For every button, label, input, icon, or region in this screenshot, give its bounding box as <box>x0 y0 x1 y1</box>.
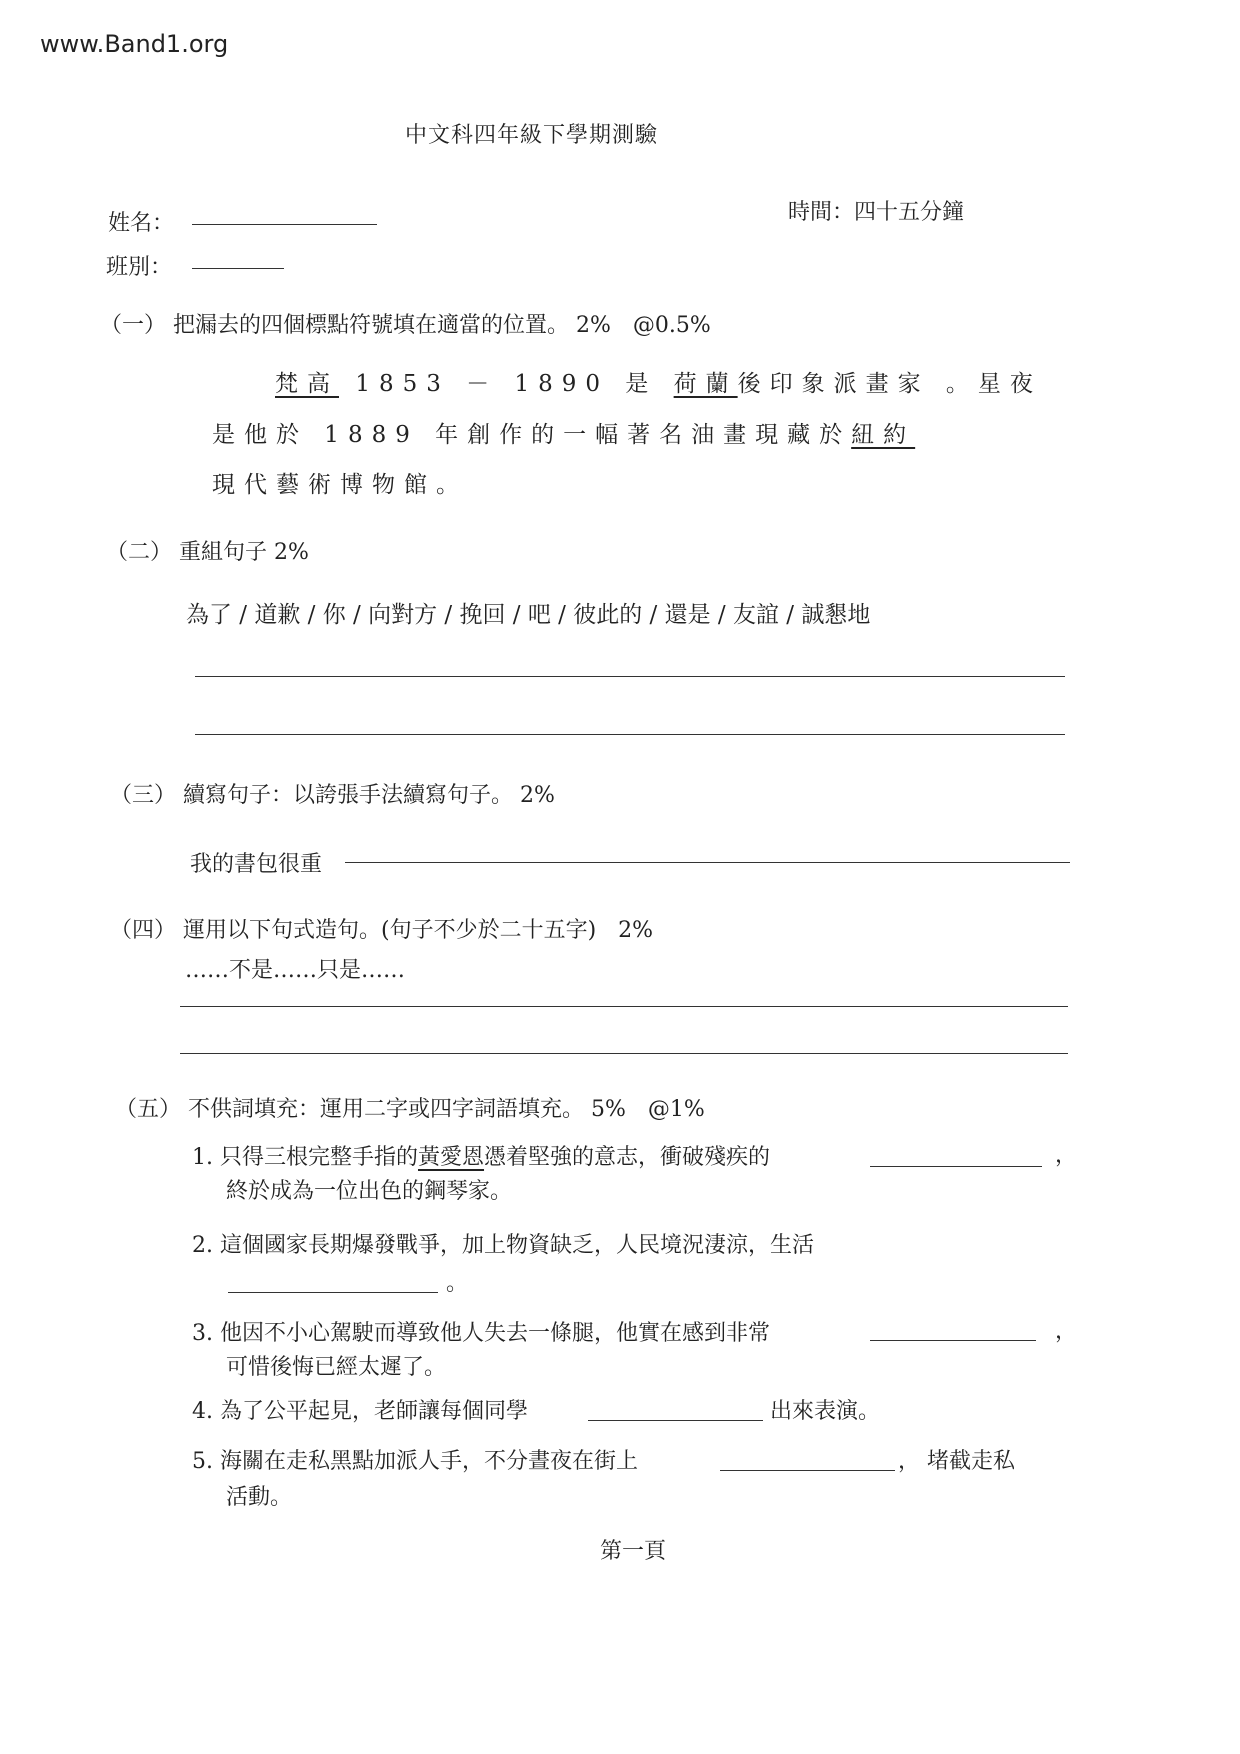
q5-item-5-end: 活動。 <box>226 1485 293 1510</box>
page-title: 中文科四年級下學期測驗 <box>405 123 659 148</box>
q5-item-number: 5. <box>192 1449 213 1474</box>
class-label: 班別： <box>106 255 173 280</box>
q5-item-number: 2. <box>192 1233 213 1258</box>
q4-pattern: ……不是……只是…… <box>185 958 406 983</box>
q4-answer-line-1[interactable] <box>180 1006 1068 1007</box>
q5-item-text: 為了公平起見，老師讓每個同學 <box>220 1399 529 1424</box>
q5-item-1-cont: 終於成為一位出色的鋼琴家。 <box>226 1179 513 1204</box>
q5-blank-5[interactable] <box>720 1470 895 1471</box>
q5-blank-1[interactable] <box>870 1166 1042 1167</box>
q1-line2-text-a: 是他於 1889 年創作的一幅著名油畫現藏於 <box>212 422 852 448</box>
q2-answer-line-1[interactable] <box>195 676 1065 677</box>
q5-item-5-cont: ， 堵截走私 <box>898 1449 1015 1474</box>
name-holland: 荷蘭 <box>673 371 738 397</box>
q5-item-text: 海關在走私黑點加派人手，不分晝夜在街上 <box>220 1449 639 1474</box>
q5-item-text: 只得三根完整手指的 <box>220 1145 419 1170</box>
q1-passage-line2 <box>212 416 915 449</box>
q5-item-2-period: 。 <box>446 1271 469 1296</box>
name-wong: 黃愛恩 <box>418 1145 485 1170</box>
q5-item-2 <box>192 1228 814 1259</box>
q5-item-1 <box>192 1140 770 1171</box>
q5-item-3 <box>192 1316 770 1347</box>
site-url: www.Band1.org <box>40 30 229 58</box>
q5-item-5 <box>192 1444 638 1475</box>
q5-blank-4[interactable] <box>588 1420 763 1421</box>
q5-blank-3[interactable] <box>870 1340 1036 1341</box>
q1-passage-line3: 現代藝術博物館。 <box>212 472 468 498</box>
q5-item-number: 4. <box>192 1399 213 1424</box>
name-vangogh: 梵高 <box>275 371 339 397</box>
q3-heading: （三） 續寫句子：以誇張手法續寫句子。 2% <box>110 783 555 808</box>
q2-words: 為了 / 道歉 / 你 / 向對方 / 挽回 / 吧 / 彼此的 / 還是 / 友誼 / 誠懇地 <box>186 602 871 628</box>
name-field[interactable] <box>192 224 377 225</box>
q2-answer-line-2[interactable] <box>195 734 1065 735</box>
q5-item-4 <box>192 1394 528 1425</box>
class-field[interactable] <box>192 268 284 269</box>
q5-item-text: 這個國家長期爆發戰爭，加上物資缺乏，人民境況淒涼，生活 <box>220 1233 815 1258</box>
q4-answer-line-2[interactable] <box>180 1053 1068 1054</box>
q5-heading: （五） 不供詞填充：運用二字或四字詞語填充。 5% @1% <box>115 1097 705 1122</box>
page-number: 第一頁 <box>600 1539 667 1564</box>
q3-answer-line[interactable] <box>345 862 1070 863</box>
q1-line1-text-b: 1853 － 1890 是 <box>355 371 658 397</box>
q5-item-4-cont: 出來表演。 <box>770 1399 881 1424</box>
q5-item-3-comma: ， <box>1055 1319 1078 1344</box>
q2-heading: （二） 重組句子 2% <box>106 540 309 565</box>
q5-blank-2[interactable] <box>228 1292 438 1293</box>
name-label: 姓名： <box>108 211 175 236</box>
q5-item-text: 他因不小心駕駛而導致他人失去一條腿，他實在感到非常 <box>220 1321 771 1346</box>
name-newyork: 紐約 <box>851 422 916 448</box>
q1-line1-text-d: 後印象派畫家 。星夜 <box>737 371 1042 397</box>
q5-item-3-cont: 可惜後悔已經太遲了。 <box>226 1355 447 1380</box>
time-label: 時間：四十五分鐘 <box>788 200 965 225</box>
q5-item-1-comma: ， <box>1055 1143 1078 1168</box>
q1-heading: （一） 把漏去的四個標點符號填在適當的位置。 2% @0.5% <box>100 313 711 338</box>
q4-heading: （四） 運用以下句式造句。(句子不少於二十五字) 2% <box>110 918 654 943</box>
q5-item-text: 憑着堅強的意志，衝破殘疾的 <box>484 1145 771 1170</box>
q5-item-number: 1. <box>192 1145 213 1170</box>
q1-passage-line1 <box>275 365 1042 398</box>
q3-prompt: 我的書包很重 <box>190 852 323 877</box>
q5-item-number: 3. <box>192 1321 213 1346</box>
